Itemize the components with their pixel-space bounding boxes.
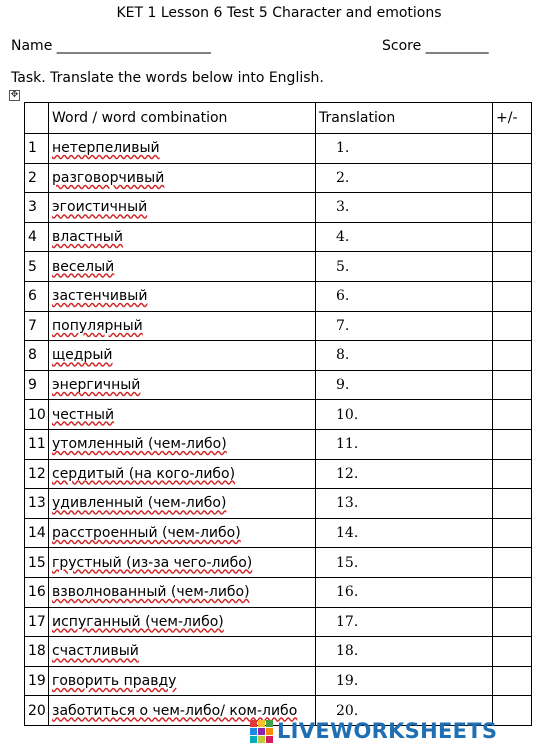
table-row (25, 281, 532, 311)
translation-answer-cell[interactable]: 14. (316, 518, 493, 548)
russian-word (49, 577, 316, 607)
table-row (25, 163, 532, 193)
russian-word (49, 311, 316, 341)
table-row (25, 429, 532, 459)
table-row (25, 518, 532, 548)
table-row (25, 577, 532, 607)
row-number: 20 (25, 696, 49, 726)
translation-answer-cell[interactable]: 20. (316, 696, 493, 726)
mark-cell[interactable] (493, 577, 532, 607)
mark-cell[interactable] (493, 696, 532, 726)
russian-word (49, 252, 316, 282)
move-arrows-icon[interactable]: ✥ (10, 90, 19, 100)
russian-word (49, 281, 316, 311)
row-number: 15 (25, 548, 49, 578)
row-number: 7 (25, 311, 49, 341)
russian-word (49, 429, 316, 459)
row-number: 18 (25, 637, 49, 667)
russian-word-text: энергичный (52, 377, 141, 394)
russian-word (49, 400, 316, 430)
task-instruction: Task. Translate the words below into English. (11, 70, 324, 86)
mark-cell[interactable] (493, 163, 532, 193)
table-row (25, 548, 532, 578)
logo-square (266, 720, 273, 727)
mark-cell[interactable] (493, 429, 532, 459)
mark-cell[interactable] (493, 193, 532, 223)
mark-cell[interactable] (493, 400, 532, 430)
russian-word (49, 134, 316, 164)
row-number: 16 (25, 577, 49, 607)
translation-answer-cell[interactable]: 11. (316, 429, 493, 459)
row-number: 1 (25, 134, 49, 164)
score-field-label: Score _________ (382, 38, 489, 54)
russian-word-text: честный (52, 406, 115, 423)
translation-answer-cell[interactable]: 6. (316, 281, 493, 311)
russian-word (49, 548, 316, 578)
row-number: 19 (25, 666, 49, 696)
translation-answer-cell[interactable]: 3. (316, 193, 493, 223)
row-number: 4 (25, 222, 49, 252)
header-translation: Translation (316, 103, 493, 134)
liveworksheets-logo-icon (250, 720, 273, 743)
russian-word-text: удивленный (чем-либо) (52, 495, 227, 512)
mark-cell[interactable] (493, 252, 532, 282)
table-header-row (25, 103, 532, 134)
mark-cell[interactable] (493, 222, 532, 252)
row-number: 2 (25, 163, 49, 193)
table-row (25, 311, 532, 341)
mark-cell[interactable] (493, 548, 532, 578)
logo-square (258, 736, 265, 743)
mark-cell[interactable] (493, 281, 532, 311)
table-row (25, 607, 532, 637)
row-number: 12 (25, 459, 49, 489)
russian-word (49, 518, 316, 548)
russian-word (49, 607, 316, 637)
table-row (25, 370, 532, 400)
table-row (25, 400, 532, 430)
russian-word-text: эгоистичный (52, 199, 148, 216)
logo-square (250, 720, 257, 727)
mark-cell[interactable] (493, 637, 532, 667)
russian-word (49, 489, 316, 519)
vocabulary-table (24, 102, 532, 726)
row-number: 13 (25, 489, 49, 519)
table-row (25, 459, 532, 489)
table-row (25, 341, 532, 371)
liveworksheets-logo (250, 716, 497, 746)
russian-word-text: расстроенный (чем-либо) (52, 525, 241, 542)
russian-word-text: говорить правду (52, 672, 177, 689)
translation-answer-cell[interactable]: 13. (316, 489, 493, 519)
table-row (25, 637, 532, 667)
translation-answer-cell[interactable]: 7. (316, 311, 493, 341)
translation-answer-cell[interactable]: 17. (316, 607, 493, 637)
table-row (25, 193, 532, 223)
logo-square (250, 736, 257, 743)
translation-answer-cell[interactable]: 12. (316, 459, 493, 489)
table-row (25, 489, 532, 519)
translation-answer-cell[interactable]: 19. (316, 666, 493, 696)
russian-word-text: популярный (52, 317, 143, 334)
row-number: 3 (25, 193, 49, 223)
row-number: 8 (25, 341, 49, 371)
brand-text: LIVEWORKSHEETS (277, 719, 498, 743)
row-number: 6 (25, 281, 49, 311)
russian-word-text: грустный (из-за чего-либо) (52, 554, 253, 571)
header-number (25, 103, 49, 134)
page-title: KET 1 Lesson 6 Test 5 Character and emotions (116, 5, 442, 21)
logo-square (258, 720, 265, 727)
table-row (25, 666, 532, 696)
russian-word-text: властный (52, 229, 123, 246)
mark-cell[interactable] (493, 607, 532, 637)
mark-cell[interactable] (493, 666, 532, 696)
mark-cell[interactable] (493, 311, 532, 341)
translation-answer-cell[interactable]: 5. (316, 252, 493, 282)
russian-word-text: утомленный (чем-либо) (52, 436, 227, 453)
russian-word-text: взволнованный (чем-либо) (52, 584, 250, 601)
russian-word (49, 666, 316, 696)
russian-word-text: заботиться о чем-либо/ ком-либо (52, 702, 298, 719)
mark-cell[interactable] (493, 459, 532, 489)
mark-cell[interactable] (493, 518, 532, 548)
russian-word (49, 222, 316, 252)
russian-word-text: разговорчивый (52, 169, 165, 186)
russian-word (49, 163, 316, 193)
logo-square (250, 728, 257, 735)
russian-word-text: щедрый (52, 347, 113, 364)
mark-cell[interactable] (493, 489, 532, 519)
mark-cell[interactable] (493, 370, 532, 400)
russian-word-text: испуганный (чем-либо) (52, 613, 224, 630)
russian-word-text: застенчивый (52, 288, 148, 305)
russian-word (49, 341, 316, 371)
translation-answer-cell[interactable]: 8. (316, 341, 493, 371)
translation-answer-cell[interactable]: 4. (316, 222, 493, 252)
translation-answer-cell[interactable]: 2. (316, 163, 493, 193)
header-word: Word / word combination (49, 103, 316, 134)
table-row (25, 252, 532, 282)
russian-word-text: сердитый (на кого-либо) (52, 465, 236, 482)
translation-answer-cell[interactable]: 10. (316, 400, 493, 430)
table-row (25, 134, 532, 164)
translation-answer-cell[interactable]: 15. (316, 548, 493, 578)
russian-word (49, 459, 316, 489)
row-number: 5 (25, 252, 49, 282)
mark-cell[interactable] (493, 341, 532, 371)
header-mark: +/- (493, 103, 532, 134)
translation-answer-cell[interactable]: 16. (316, 577, 493, 607)
mark-cell[interactable] (493, 134, 532, 164)
russian-word-text: счастливый (52, 643, 139, 660)
translation-answer-cell[interactable]: 9. (316, 370, 493, 400)
russian-word-text: нетерпеливый (52, 140, 160, 157)
russian-word (49, 637, 316, 667)
row-number: 14 (25, 518, 49, 548)
name-field-label: Name ______________________ (11, 38, 211, 54)
russian-word (49, 370, 316, 400)
row-number: 11 (25, 429, 49, 459)
logo-square (266, 728, 273, 735)
russian-word-text: веселый (52, 258, 115, 275)
russian-word (49, 193, 316, 223)
row-number: 9 (25, 370, 49, 400)
logo-square (258, 728, 265, 735)
table-row (25, 222, 532, 252)
translation-answer-cell[interactable]: 1. (316, 134, 493, 164)
logo-square (266, 736, 273, 743)
row-number: 10 (25, 400, 49, 430)
row-number: 17 (25, 607, 49, 637)
translation-answer-cell[interactable]: 18. (316, 637, 493, 667)
